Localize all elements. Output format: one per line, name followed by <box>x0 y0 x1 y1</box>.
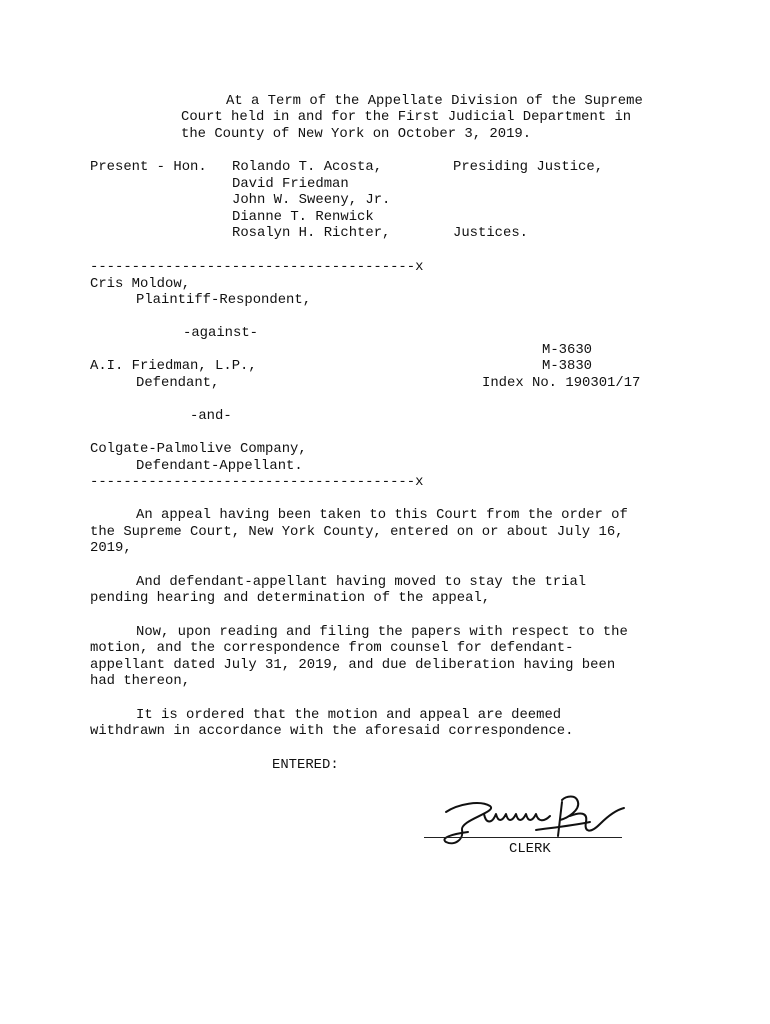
presiding-justice-title: Presiding Justice, <box>453 159 604 175</box>
caption-divider-top: ---------------------------------------x <box>90 259 424 275</box>
judge-name: John W. Sweeny, Jr. <box>232 192 391 208</box>
paragraph-3-line: motion, and the correspondence from counsel for defendant- <box>90 640 574 656</box>
paragraph-3-line: Now, upon reading and filing the papers with respect to the <box>136 624 628 640</box>
signature-line <box>424 837 622 838</box>
paragraph-4-line: withdrawn in accordance with the aforesaid correspondence. <box>90 723 574 739</box>
header-line-1: At a Term of the Appellate Division of the Supreme <box>226 93 643 109</box>
motion-number: M-3830 <box>542 358 593 374</box>
plaintiff-role: Plaintiff-Respondent, <box>136 292 312 308</box>
judge-name: Rosalyn H. Richter, <box>232 225 391 241</box>
header-line-3: the County of New York on October 3, 2019. <box>181 126 532 142</box>
judge-name: Rolando T. Acosta, <box>232 159 383 175</box>
judge-name: Dianne T. Renwick <box>232 209 374 225</box>
against-label: -against- <box>183 325 259 341</box>
defendant1-name: A.I. Friedman, L.P., <box>90 358 257 374</box>
clerk-label: CLERK <box>509 841 551 857</box>
paragraph-2-line: And defendant-appellant having moved to stay the trial <box>136 574 587 590</box>
paragraph-1-line: 2019, <box>90 540 132 556</box>
paragraph-2-line: pending hearing and determination of the appeal, <box>90 590 491 606</box>
paragraph-1-line: An appeal having been taken to this Court from the order of <box>136 507 628 523</box>
index-number: Index No. 190301/17 <box>482 375 641 391</box>
motion-number: M-3630 <box>542 342 593 358</box>
caption-divider-bottom: ---------------------------------------x <box>90 474 424 490</box>
entered-label: ENTERED: <box>272 757 339 773</box>
justices-title: Justices. <box>453 225 529 241</box>
header-line-2: Court held in and for the First Judicial Department in <box>181 109 632 125</box>
present-label: Present - Hon. <box>90 159 207 175</box>
paragraph-4-line: It is ordered that the motion and appeal are deemed <box>136 707 562 723</box>
defendant2-name: Colgate-Palmolive Company, <box>90 441 307 457</box>
judge-name: David Friedman <box>232 176 349 192</box>
and-label: -and- <box>190 408 232 424</box>
defendant2-role: Defendant-Appellant. <box>136 458 303 474</box>
paragraph-3-line: appellant dated July 31, 2019, and due deliberation having been <box>90 657 616 673</box>
paragraph-1-line: the Supreme Court, New York County, entered on or about July 16, <box>90 524 624 540</box>
defendant1-role: Defendant, <box>136 375 220 391</box>
paragraph-3-line: had thereon, <box>90 673 191 689</box>
plaintiff-name: Cris Moldow, <box>90 276 191 292</box>
